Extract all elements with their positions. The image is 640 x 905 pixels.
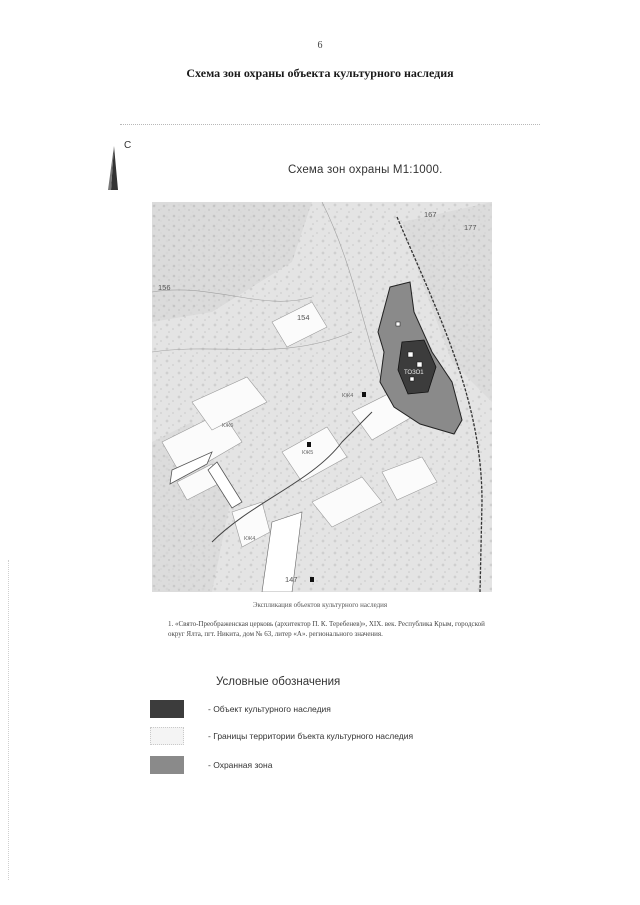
contour-label: 154 bbox=[297, 313, 310, 322]
building-label: КЖ6 bbox=[222, 423, 234, 429]
legend-label-protected-zone: - Охранная зона bbox=[208, 760, 273, 770]
scheme-title: Схема зон охраны М1:1000. bbox=[288, 164, 443, 176]
legend-swatch-protected-zone bbox=[150, 756, 184, 774]
legend-swatch-territory-boundary bbox=[150, 727, 184, 745]
map-caption: Экспликация объектов культурного наследия bbox=[252, 601, 388, 609]
building-label: КЖ5 bbox=[302, 450, 314, 456]
contour-label: 177 bbox=[464, 223, 477, 232]
object-description: 1. «Свято-Преображенская церковь (архитектор П. К. Теребенев)», XIX. век. Республика Крым, городской округ Ялта, пгт. Никита, дом № 63, литер «А». регионального значения. bbox=[168, 620, 485, 638]
scan-edge-artifact bbox=[8, 560, 9, 880]
building-label: КЖ4 bbox=[342, 393, 354, 399]
contour-label: 167 bbox=[424, 210, 437, 219]
document-title: Схема зон охраны объекта культурного наследия bbox=[186, 66, 454, 80]
building-label: КЖ4 bbox=[244, 536, 256, 542]
legend-label-territory-boundary: - Границы территории бъекта культурного наследия bbox=[208, 731, 414, 741]
legend-label-heritage-object: - Объект культурного наследия bbox=[208, 704, 331, 714]
contour-label: 147 bbox=[285, 575, 298, 584]
dotted-separator bbox=[120, 124, 540, 125]
object-label: ТОЗО1 bbox=[404, 370, 424, 376]
page-number: 6 bbox=[317, 40, 323, 51]
contour-label: 156 bbox=[158, 283, 171, 292]
legend-title: Условные обозначения bbox=[216, 676, 341, 688]
north-label: С bbox=[124, 140, 132, 151]
legend-swatch-heritage-object bbox=[150, 700, 184, 718]
site-plan-map bbox=[152, 202, 492, 592]
north-arrow-icon bbox=[100, 136, 136, 192]
